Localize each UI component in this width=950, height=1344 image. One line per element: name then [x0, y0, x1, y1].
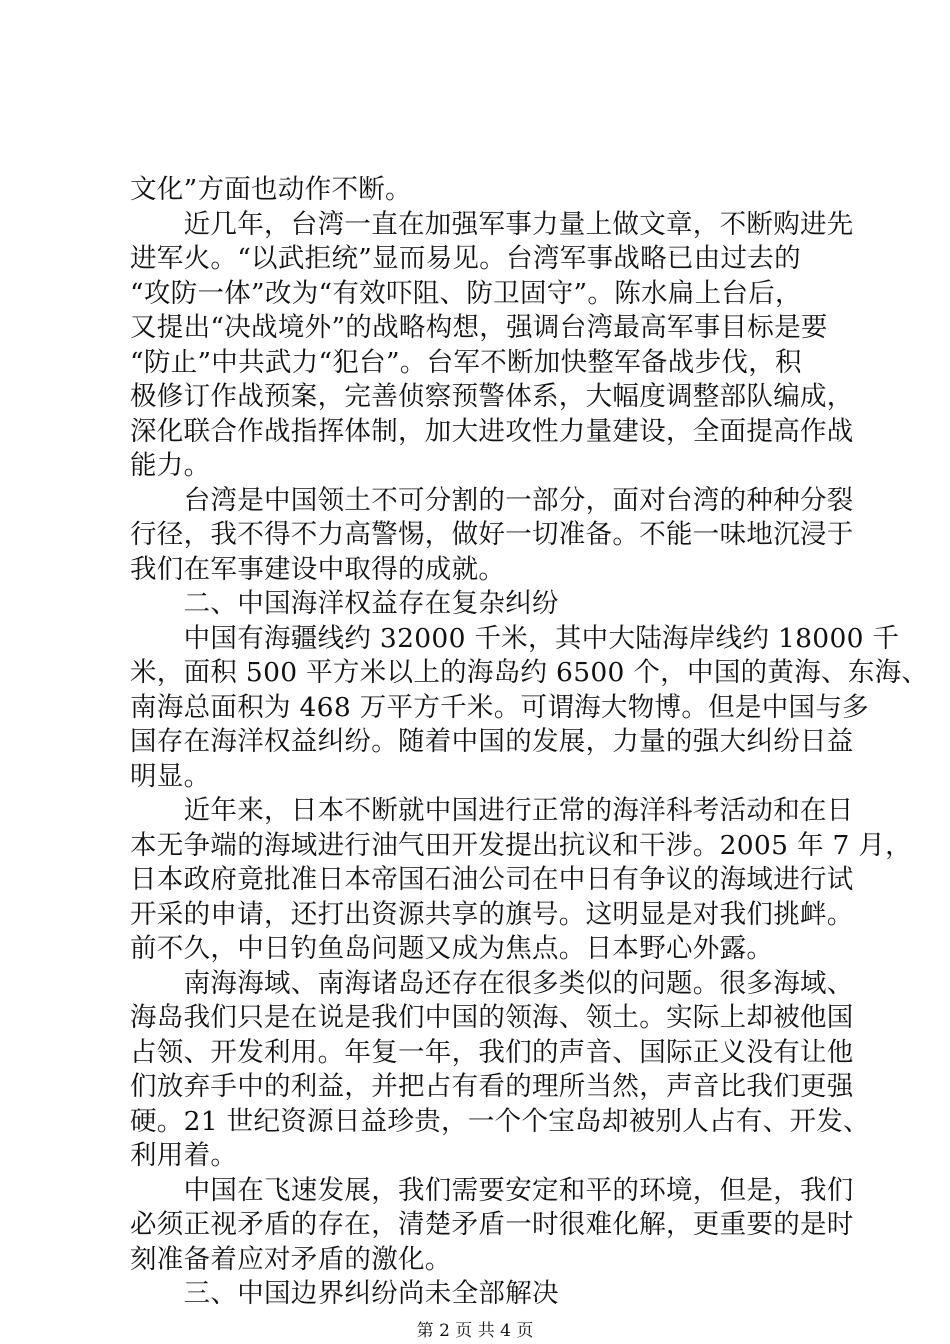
page-footer: 第 2 页 共 4 页: [416, 1321, 534, 1341]
text-line: 海岛我们只是在说是我们中国的领海、领土。实际上却被他国: [130, 1002, 854, 1033]
text-line: 中国有海疆线约 32000 千米，其中大陆海岸线约 18000 千: [130, 623, 900, 654]
text-line: 近年来，日本不断就中国进行正常的海洋科考活动和在日: [130, 795, 854, 826]
text-line: 行径，我不得不力高警惕，做好一切准备。不能一味地沉浸于: [130, 519, 854, 550]
text-line: 明显。: [130, 761, 211, 792]
text-line: 利用着。: [130, 1140, 238, 1171]
text-line: 又提出“决战境外”的战略构想，强调台湾最高军事目标是要: [130, 312, 828, 343]
text-line: 占领、开发利用。年复一年，我们的声音、国际正义没有让他: [130, 1037, 854, 1068]
text-line: 近几年，台湾一直在加强军事力量上做文章，不断购进先: [130, 209, 854, 240]
text-line: 能力。: [130, 450, 211, 481]
text-line: 米，面积 500 平方米以上的海岛约 6500 个，中国的黄海、东海、: [130, 657, 929, 688]
text-line: 开采的申请，还打出资源共享的旗号。这明显是对我们挑衅。: [130, 899, 854, 930]
text-line: 刻准备着应对矛盾的激化。: [130, 1244, 452, 1275]
text-line: 国存在海洋权益纠纷。随着中国的发展，力量的强大纠纷日益: [130, 726, 854, 757]
text-line: 南海总面积为 468 万平方千米。可谓海大物博。但是中国与多: [130, 692, 869, 723]
section-heading: 二、中国海洋权益存在复杂纠纷: [130, 588, 559, 619]
text-line: 我们在军事建设中取得的成就。: [130, 554, 506, 585]
text-line: 进军火。“以武拒统”显而易见。台湾军事战略已由过去的: [130, 243, 801, 274]
text-line: 深化联合作战指挥体制，加大进攻性力量建设，全面提高作战: [130, 416, 854, 447]
text-line: 前不久，中日钓鱼岛问题又成为焦点。日本野心外露。: [130, 933, 774, 964]
text-line: 中国在飞速发展，我们需要安定和平的环境，但是，我们: [130, 1175, 854, 1206]
text-line: 们放弃手中的利益，并把占有看的理所当然，声音比我们更强: [130, 1071, 854, 1102]
text-line: 南海海域、南海诸岛还存在很多类似的问题。很多海域、: [130, 968, 854, 999]
text-line: 硬。21 世纪资源日益珍贵，一个个宝岛却被别人占有、开发、: [130, 1106, 870, 1137]
text-line: 本无争端的海域进行油气田开发提出抗议和干涉。2005 年 7 月，: [130, 830, 912, 861]
text-line: 必须正视矛盾的存在，清楚矛盾一时很难化解，更重要的是时: [130, 1209, 854, 1240]
text-line: 极修订作战预案，完善侦察预警体系，大幅度调整部队编成，: [130, 381, 854, 412]
text-line: 台湾是中国领土不可分割的一部分，面对台湾的种种分裂: [130, 485, 854, 516]
text-line: 日本政府竟批准日本帝国石油公司在中日有争议的海域进行试: [130, 864, 854, 895]
text-line: “防止”中共武力“犯台”。台军不断加快整军备战步伐，积: [130, 347, 802, 378]
text-line: 文化”方面也动作不断。: [130, 174, 412, 205]
section-heading: 三、中国边界纠纷尚未全部解决: [130, 1278, 559, 1309]
text-line: “攻防一体”改为“有效吓阻、防卫固守”。陈水扁上台后，: [130, 278, 802, 309]
